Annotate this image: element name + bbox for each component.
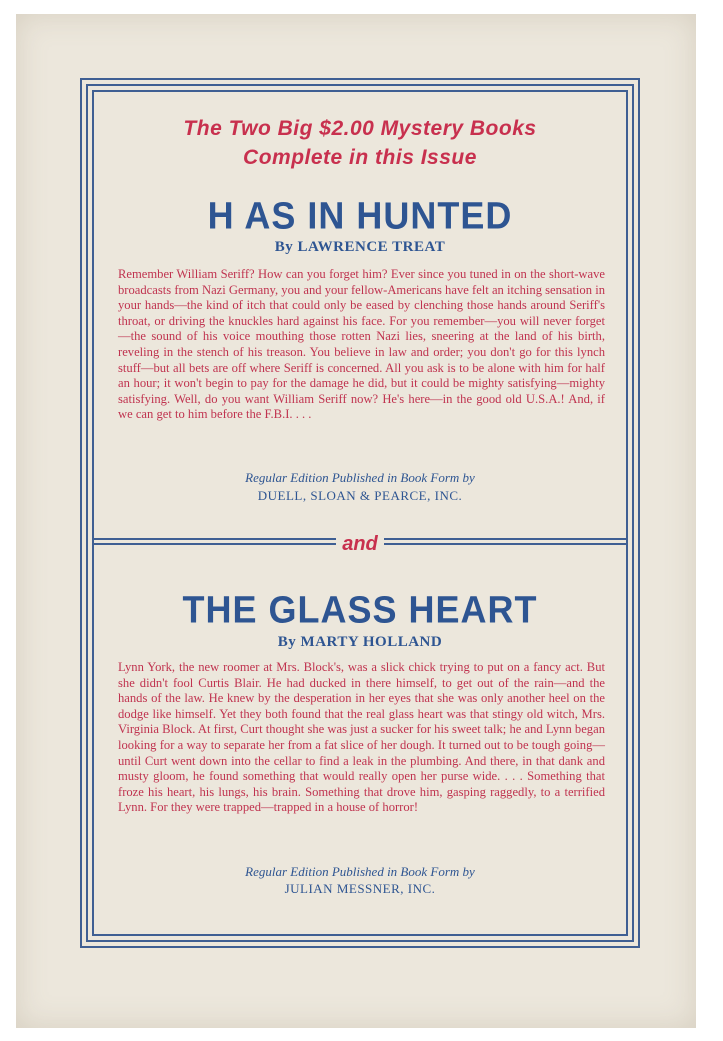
publisher-book2: JULIAN MESSNER, INC. [284, 881, 436, 896]
book-byline-marty-holland: By MARTY HOLLAND [277, 634, 443, 650]
divider-rule-right [384, 538, 628, 545]
book-title-the-glass-heart: THE GLASS HEART [182, 587, 538, 631]
book-blurb-h-as-in-hunted: Remember William Seriff? How can you forget him? Ever since you tuned in on the short-wave broadcasts from Nazi Germany, you and your fellow-Americans have felt an itching sensation in your hands—the kind of itch that could only be eased by clenching those hands around Seriff's throat, or driving the knuckles hard against his face. For you remember—you will never forget—the sound of his voice mouthing those rotten Nazi lies, sneering at the land of his birth, reveling in the stench of his treason. You believe in law and order; you don't go for this lynch stuff—but all bets are off where Seriff is concerned. All you ask is to be alone with him for half an hour; it won't begin to pay for the damage he did, but it could be mighty satisfying—mighty satisfying. Well, do you want William Seriff now? He's here—in the good old U.S.A.! And, if we can get to him before the F.B.I. . . . [118, 267, 605, 422]
book-blurb-the-glass-heart: Lynn York, the new roomer at Mrs. Block's, was a slick chick trying to put on a fancy act. But she didn't fool Curtis Blair. He had ducked in there himself, to get out of the rain—and the hands of the law. He knew by the desperation in her eyes that she was only another heel on the dodge like himself. Yet they both found that the real glass heart was that stingy old witch, Mrs. Virginia Block. At first, Curt thought she was just a sucker for his sweet talk; he and Lynn began looking for a way to separate her from a fat slice of her dough. It turned out to be tough going—until Curt went down into the cellar to find a leak in the plumbing. And there, in that dank and musty gloom, he found something that would really open her purse wide. . . . Something that froze his heart, his lungs, his brain. Something that drove him, gasping raggedly, to a terrified Lynn. For they were trapped—trapped in a house of horror! [118, 660, 605, 815]
edition-note-book2: Regular Edition Published in Book Form by [245, 864, 475, 879]
divider-rule-left [92, 538, 336, 545]
publisher-book1: DUELL, SLOAN & PEARCE, INC. [257, 488, 463, 503]
divider-and: and [342, 533, 378, 555]
edition-note-book1: Regular Edition Published in Book Form by [245, 470, 475, 485]
promo-headline-line1: The Two Big $2.00 Mystery Books [183, 117, 537, 140]
promo-headline-line2: Complete in this Issue [243, 146, 477, 169]
book-byline-lawrence-treat: By LAWRENCE TREAT [274, 239, 446, 255]
book-title-h-as-in-hunted: H AS IN HUNTED [207, 193, 513, 237]
